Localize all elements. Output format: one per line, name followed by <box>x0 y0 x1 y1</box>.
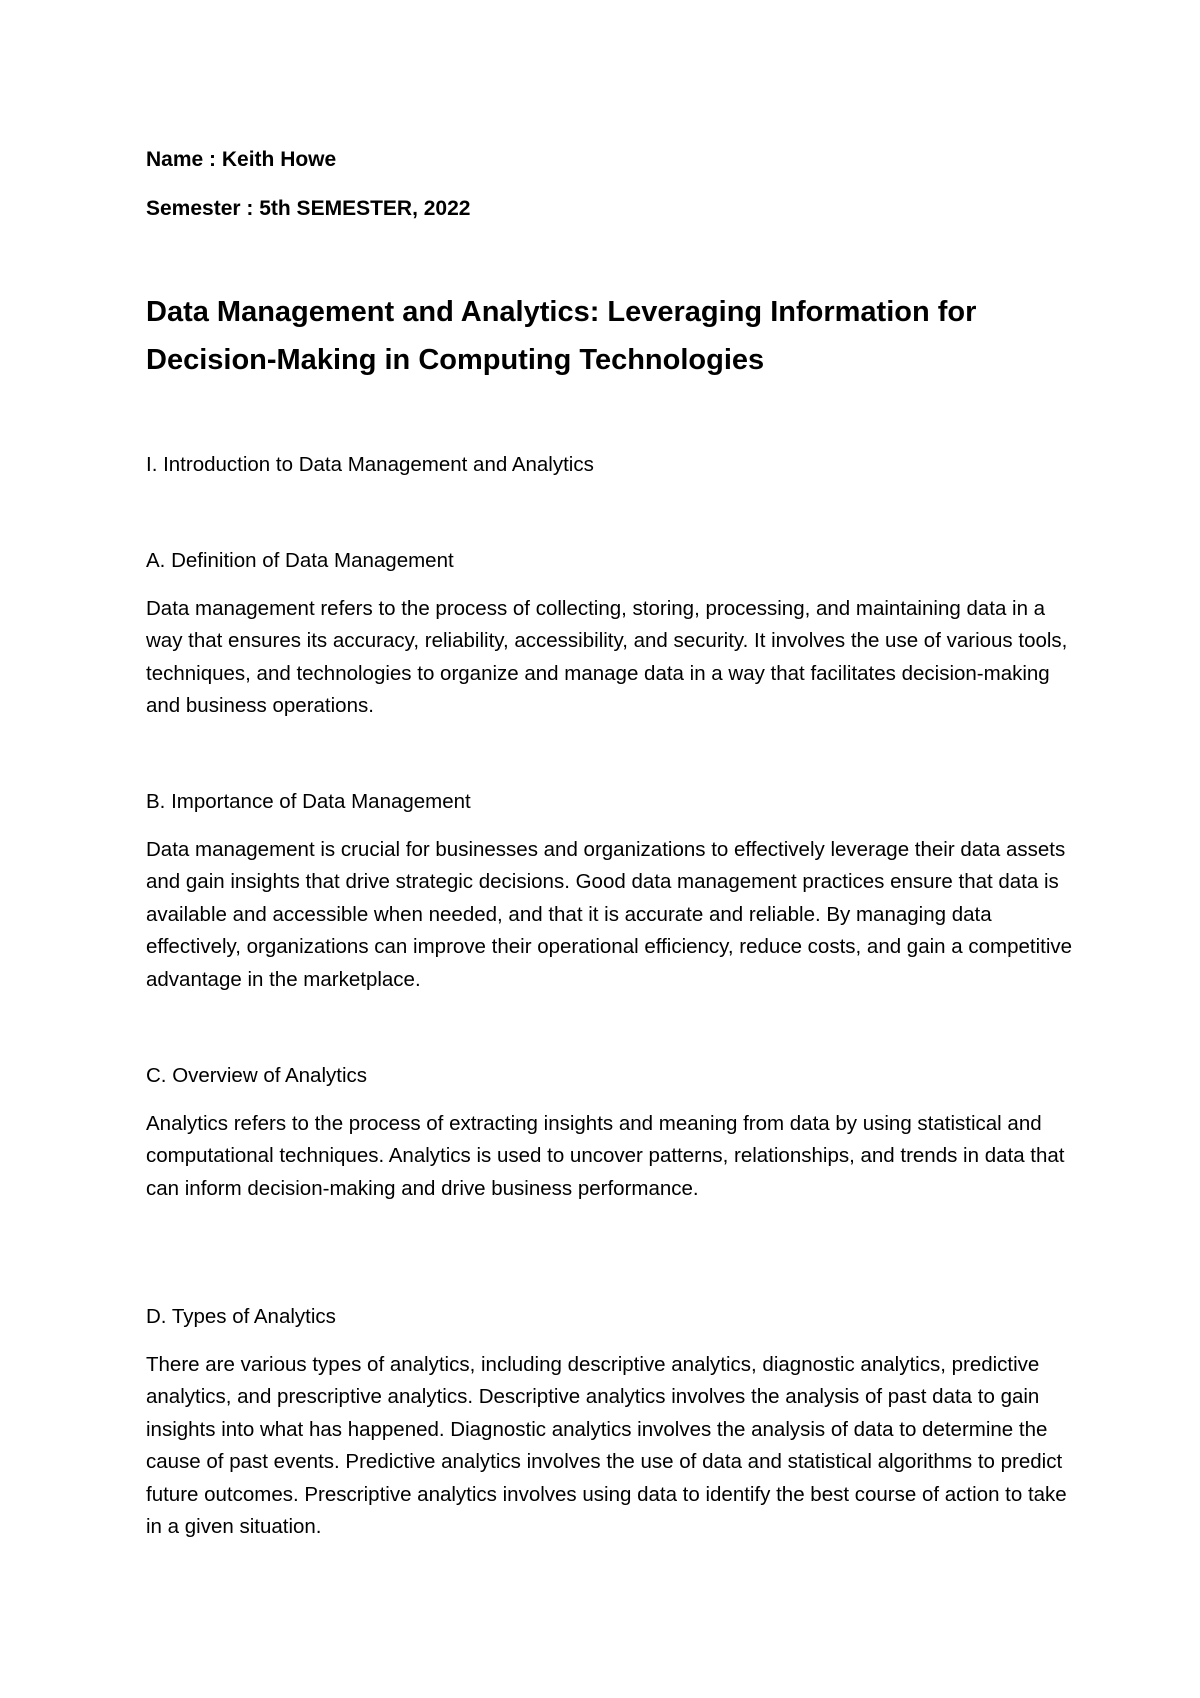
paragraph-analytics-types: There are various types of analytics, including descriptive analytics, diagnostic analytics, predictive analytics, and prescriptive analytics. Descriptive analytics involves the analysis of past data to gain insights into what has happened. Diagnostic analytics involves the analysis of data to determine the cause of past events. Predictive analytics involves the use of data and statistical algorithms to predict future outcomes. Prescriptive analytics involves using data to identify the best course of action to take in a given situation. <box>146 1353 1067 1539</box>
section-heading-introduction: I. Introduction to Data Management and Analytics <box>146 453 594 476</box>
paragraph-analytics-overview: Analytics refers to the process of extracting insights and meaning from data by using statistical and computational techniques. Analytics is used to uncover patterns, relationships, and trends in data that can inform decision-making and drive business performance. <box>146 1112 1065 1200</box>
section-heading-importance: B. Importance of Data Management <box>146 790 471 813</box>
section-heading-analytics-overview: C. Overview of Analytics <box>146 1064 368 1087</box>
document-title: Data Management and Analytics: Leveraging Information for Decision-Making in Computing Technologies <box>146 296 977 376</box>
paragraph-importance: Data management is crucial for businesses and organizations to effectively leverage their data assets and gain insights that drive strategic decisions. Good data management practices ensure that data is available and accessible when needed, and that it is accurate and reliable. By managing data effectively, organizations can improve their operational efficiency, reduce costs, and gain a competitive advantage in the marketplace. <box>146 838 1073 991</box>
student-name: Name : Keith Howe <box>146 148 337 171</box>
semester-info: Semester : 5th SEMESTER, 2022 <box>146 197 471 220</box>
paragraph-definition: Data management refers to the process of collecting, storing, processing, and maintaining data in a way that ensures its accuracy, reliability, accessibility, and security. It involves the use of various tools, techniques, and technologies to organize and manage data in a way that facilitates decision-making and business operations. <box>146 597 1068 718</box>
section-heading-definition: A. Definition of Data Management <box>146 549 454 572</box>
section-heading-analytics-types: D. Types of Analytics <box>146 1305 336 1328</box>
